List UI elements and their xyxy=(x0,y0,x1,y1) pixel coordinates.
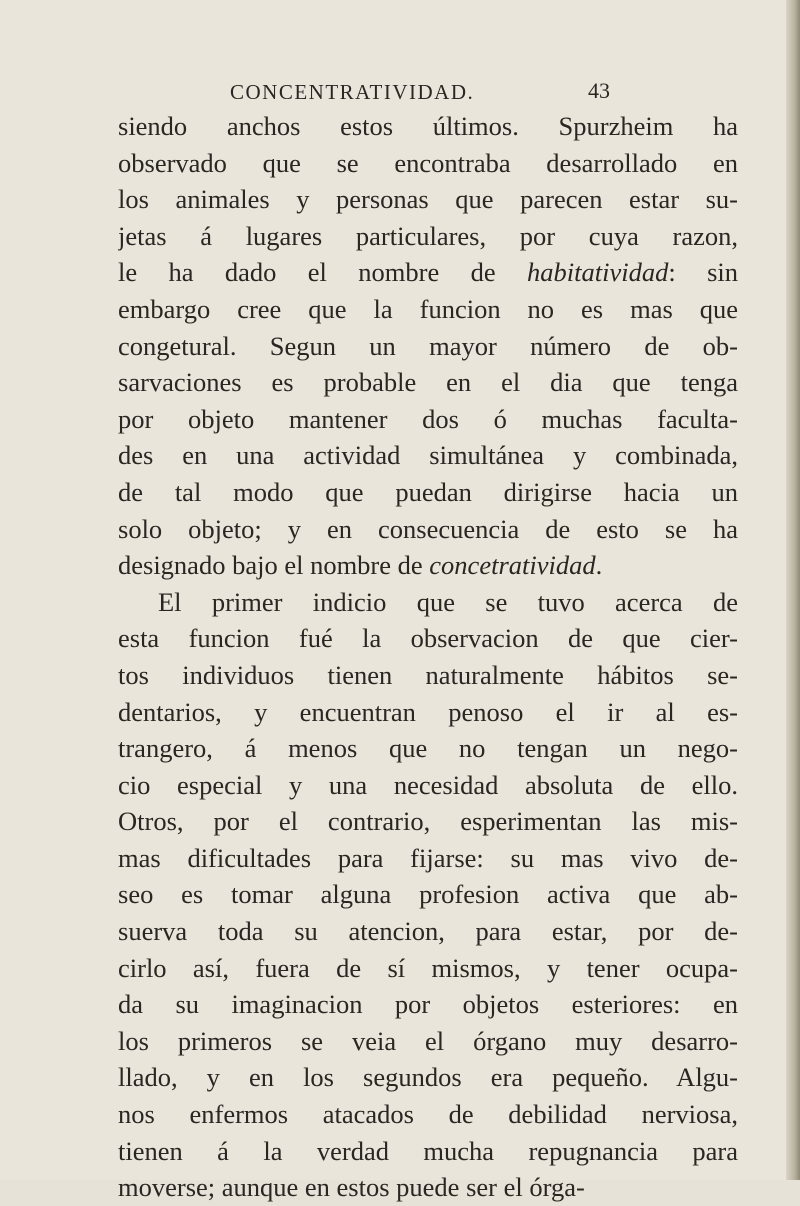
text-fragment: . xyxy=(595,550,603,581)
text-line xyxy=(118,547,738,584)
text-line: sarvaciones es probable en el dia que tenga xyxy=(118,367,738,398)
text-line: tienen á la verdad mucha repugnancia para xyxy=(118,1135,738,1166)
text-line: mas dificultades para fijarse: su mas vivo de- xyxy=(118,842,738,873)
text-line: de tal modo que puedan dirigirse hacia un xyxy=(118,476,738,507)
text-line: trangero, á menos que no tengan un nego- xyxy=(118,733,738,764)
text-line: cirlo así, fuera de sí mismos, y tener ocupa- xyxy=(118,952,738,983)
text-fragment: : sin xyxy=(668,257,738,288)
text-line: dentarios, y encuentran penoso el ir al es- xyxy=(118,696,738,727)
text-fragment: designado bajo el nombre de xyxy=(118,550,430,581)
page-edge xyxy=(786,0,800,1180)
text-line: siendo anchos estos últimos. Spurzheim ha xyxy=(118,111,738,141)
text-line: por objeto mantener dos ó muchas faculta- xyxy=(118,403,738,434)
text-line: cio especial y una necesidad absoluta de ello. xyxy=(118,769,738,800)
text-line: suerva toda su atencion, para estar, por de- xyxy=(118,916,738,947)
text-line: embargo cree que la funcion no es mas que xyxy=(118,293,738,324)
body-text xyxy=(118,108,738,1206)
text-line: moverse; aunque en estos puede ser el órga- xyxy=(118,1172,585,1203)
text-line: los animales y personas que parecen estar su- xyxy=(118,184,738,215)
text-line: jetas á lugares particulares, por cuya razon, xyxy=(118,220,738,251)
text-line: esta funcion fué la observacion de que cier- xyxy=(118,623,738,654)
text-line: des en una actividad simultánea y combinada, xyxy=(118,440,738,471)
text-line: El primer indicio que se tuvo acerca de xyxy=(158,586,738,617)
italic-term: habitatividad xyxy=(527,257,669,288)
text-line xyxy=(118,254,738,291)
italic-term: concetratividad xyxy=(429,550,596,581)
text-line: seo es tomar alguna profesion activa que ab- xyxy=(118,879,738,910)
text-line: tos individuos tienen naturalmente hábitos se- xyxy=(118,659,738,690)
text-line: nos enfermos atacados de debilidad nerviosa, xyxy=(118,1099,738,1130)
text-line: congetural. Segun un mayor número de ob- xyxy=(118,330,738,361)
page-number: 43 xyxy=(588,78,610,103)
text-fragment: le ha dado el nombre de xyxy=(118,257,527,288)
text-line: los primeros se veia el órgano muy desarro- xyxy=(118,1025,738,1056)
text-line: Otros, por el contrario, esperimentan las mis- xyxy=(118,806,738,837)
text-line: solo objeto; y en consecuencia de esto se ha xyxy=(118,513,738,544)
text-line: da su imaginacion por objetos esteriores: en xyxy=(118,989,738,1020)
page-header xyxy=(230,80,610,110)
text-line: observado que se encontraba desarrollado en xyxy=(118,147,738,178)
text-line: llado, y en los segundos era pequeño. Algu- xyxy=(118,1062,738,1093)
running-title: CONCENTRATIVIDAD. xyxy=(230,80,475,104)
